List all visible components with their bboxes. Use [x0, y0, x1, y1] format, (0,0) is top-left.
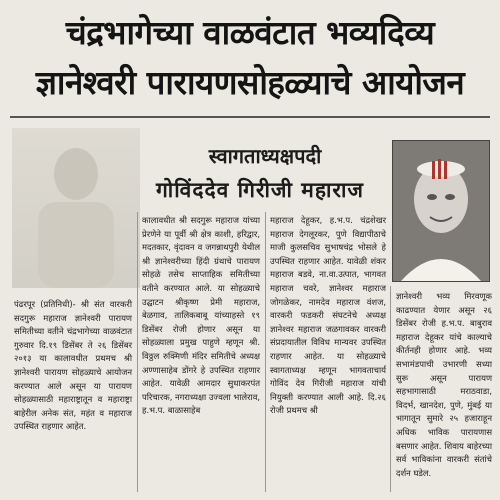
headline-line-2: ज्ञानेश्वरी पारायणसोहळ्याचे आयोजन: [35, 63, 465, 102]
column-divider: [390, 286, 391, 492]
subhead-name: गोविंददेव गिरीजी महाराज: [155, 178, 365, 202]
headline-line-1: चंद्रभागेच्या वाळवंटात भव्यदिव्य: [65, 13, 435, 52]
article-column-3: [270, 214, 386, 418]
article-column-4: [396, 290, 492, 480]
headline-rule: [10, 116, 490, 118]
article-column-2: [142, 214, 260, 418]
column-divider: [265, 212, 266, 492]
column-divider: [137, 212, 138, 492]
portrait-photo-right: [392, 140, 490, 282]
paragraph: पंढरपूर (प्रतिनिधी)- श्री संत वारकरी सदगुरू महाराज ज्ञानेश्वरी पारायण समितीच्या वतीने चंद्रभागेच्या वाळवंटात गुरुवार दि.१९ डिसेंबर ते २६ डिसेंबर २०१३ या कालावधीत प्रथमच श्री ज्ञानेश्वरी पारायण सोहळ्याचे आयोजन करण्यात आले असून या पारायण सोहळ्यासाठी महाराष्ट्रातून व महाराष्ट्रा बाहेरील अनेक संत, महंत व महाराज उपस्थित राहणार आहेत.: [14, 299, 132, 432]
paragraph: महाराज देहूकर, ह.भ.प. चंद्रशेखर महाराज देगलूरकर, पुणे विद्यापीठाचे माजी कुलसचिव सुभाषचंद्र भोसले हे उपस्थित राहणार आहेत. यावेळी शंकर महाराज बडवे, ना.वा.उत्पात, भागवत महाराज चवरे, ज्ञानेश्वर महाराज जोगळेकर, नामदेव महाराज वंशज, वारकरी फडकरी संघटनेचे अध्यक्ष ज्ञानेश्वर महाराज जळगावकर वारकरी संप्रदायातील विविध मान्यवर उपस्थित राहणार आहेत. या सोहळ्याचे स्वागताध्यक्ष म्हणून भागवताचार्य गोविंद देव गिरीजी महाराज यांची नियुक्ती करण्यात आली आहे. दि.२६ रोजी प्रथमच श्री: [270, 215, 386, 416]
subhead-role: स्वागताध्यक्षपदी: [208, 144, 322, 168]
paragraph: कालावधीत श्री सदगुरू महाराज यांच्या प्रेरणेने या पूर्वी श्री क्षेत्र काशी, हरिद्वार, मदतकार, वृंदावन व जगन्नाथपुरी येथील श्री ज्ञानेश्वरीच्या हिंदी ग्रंथाचे पारायण सोहळे तसेच साप्ताहिक समितीच्या वतीने करण्यात आले. या सोहळ्याचे उद्घाटन श्रीकृष्ण प्रेमी महाराज, बेळगाव, तालिकबाबू यांच्याहस्ते १९ डिसेंबर रोजी होणार असून या सोहळ्याला प्रमुख पाहुणे म्हणून श्री. विठ्ठल रुक्मिणी मंदिर समितीचे अध्यक्ष अण्णासाहेब डोंगरे हे उपस्थित राहणार आहेत. यावेळी आमदार सुधाकरपंत परिचारक, नगराध्यक्षा उज्वला भालेराव, ह.भ.प. बाळासाहेब: [142, 215, 261, 416]
faded-photo-left: [12, 128, 140, 288]
paragraph: ज्ञानेश्वरी भव्य मिरवणूक काढण्यात येणार असून २६ डिसेंबर रोजी ह.भ.प. बाबुराव महाराज देहूकर यांचे काल्याचे कीर्तनही होणार आहे. भव्य सभामंडपाची उभारणी सध्या सुरू असून पारायण सहभागासाठी मराठवाडा, विदर्भ, खानदेश, पुणे, मुंबई या भागातून सुमारे २५ हजाराहून अधिक भाविक पारायणास बसणार आहेत. शिवाय बाहेरच्या सर्व भाविकांना वारकरी संतांचे दर्शन घडेल.: [396, 291, 492, 478]
article-column-1: [14, 298, 132, 434]
